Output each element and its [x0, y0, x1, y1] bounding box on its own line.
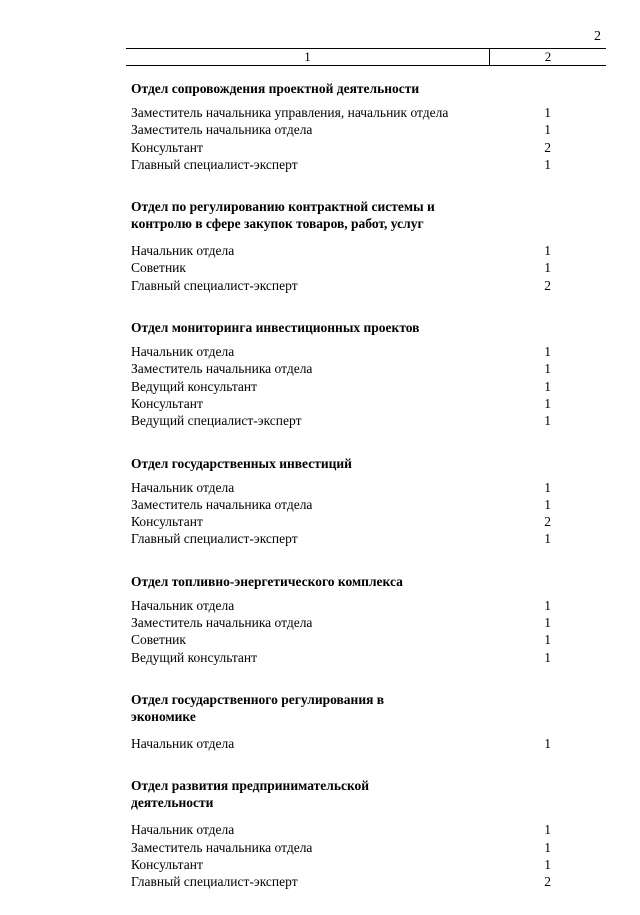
position-name: Заместитель начальника отдела	[131, 361, 313, 377]
position-name: Ведущий консультант	[131, 378, 258, 394]
position-row	[131, 360, 551, 377]
position-count: 1	[544, 839, 551, 855]
department-section	[131, 80, 551, 173]
position-row	[131, 259, 551, 276]
position-row	[131, 873, 551, 890]
department-section	[131, 198, 551, 294]
position-name: Консультант	[131, 514, 203, 530]
position-count: 1	[544, 378, 551, 394]
position-count: 1	[544, 243, 551, 259]
position-count: 1	[544, 822, 551, 838]
position-count: 2	[544, 514, 551, 530]
position-name: Начальник отдела	[131, 822, 235, 838]
position-name: Начальник отдела	[131, 344, 235, 360]
position-row	[131, 513, 551, 530]
position-row	[131, 242, 551, 259]
position-name: Консультант	[131, 139, 203, 155]
position-name: Заместитель начальника отдела	[131, 496, 313, 512]
department-title: Отдел топливно-энергетического комплекса	[131, 573, 403, 589]
position-name: Главный специалист-эксперт	[131, 874, 298, 890]
department-title: Отдел развития предпринимательской деятельности	[131, 778, 370, 811]
position-row	[131, 139, 551, 156]
position-count: 1	[544, 649, 551, 665]
position-name: Начальник отдела	[131, 243, 235, 259]
department-title: Отдел по регулированию контрактной системы и контролю в сфере закупок товаров, работ, услуг	[131, 199, 435, 232]
column-header-2: 2	[544, 49, 552, 64]
position-row	[131, 343, 551, 360]
position-count: 1	[544, 632, 551, 648]
position-name: Заместитель начальника отдела	[131, 615, 313, 631]
position-row	[131, 839, 551, 856]
position-count: 2	[544, 277, 551, 293]
position-row	[131, 614, 551, 631]
position-count: 1	[544, 156, 551, 172]
page-number: 2	[594, 29, 601, 44]
position-row	[131, 412, 551, 429]
position-count: 1	[544, 361, 551, 377]
position-count: 1	[544, 597, 551, 613]
department-title: Отдел государственных инвестиций	[131, 455, 352, 471]
position-row	[131, 735, 551, 752]
column-header-1: 1	[126, 49, 490, 65]
position-count: 2	[544, 139, 551, 155]
position-name: Консультант	[131, 856, 203, 872]
position-name: Главный специалист-эксперт	[131, 156, 298, 172]
position-count: 1	[544, 735, 551, 751]
position-name: Ведущий специалист-эксперт	[131, 413, 302, 429]
position-row	[131, 378, 551, 395]
position-name: Ведущий консультант	[131, 649, 258, 665]
position-count: 1	[544, 479, 551, 495]
position-name: Начальник отдела	[131, 479, 235, 495]
position-name: Заместитель начальника отдела	[131, 122, 313, 138]
position-count: 1	[544, 856, 551, 872]
position-name: Заместитель начальника управления, начальник отдела	[131, 105, 449, 120]
department-section	[131, 319, 551, 429]
column-header-row	[126, 48, 606, 66]
position-row	[131, 597, 551, 614]
department-section	[131, 777, 551, 890]
department-title: Отдел сопровождения проектной деятельности	[131, 81, 420, 96]
position-row	[131, 479, 551, 496]
staff-list	[131, 80, 551, 915]
position-name: Советник	[131, 260, 186, 276]
position-count: 1	[544, 531, 551, 547]
position-count: 1	[544, 413, 551, 429]
department-title: Отдел мониторинга инвестиционных проектов	[131, 320, 420, 336]
position-count: 1	[544, 615, 551, 631]
position-row	[131, 395, 551, 412]
position-name: Главный специалист-эксперт	[131, 277, 298, 293]
position-count: 1	[544, 395, 551, 411]
position-count: 1	[544, 344, 551, 360]
position-count: 1	[544, 260, 551, 276]
position-count: 2	[544, 874, 551, 890]
position-row	[131, 104, 551, 121]
position-row	[131, 156, 551, 173]
department-title: Отдел государственного регулирования в экономике	[131, 691, 385, 724]
position-count: 1	[544, 105, 551, 120]
position-name: Советник	[131, 632, 186, 648]
position-row	[131, 631, 551, 648]
position-name: Главный специалист-эксперт	[131, 531, 298, 547]
position-row	[131, 856, 551, 873]
position-name: Консультант	[131, 395, 203, 411]
position-row	[131, 530, 551, 547]
position-row	[131, 649, 551, 666]
position-name: Заместитель начальника отдела	[131, 839, 313, 855]
position-row	[131, 277, 551, 294]
department-section	[131, 573, 551, 666]
position-name: Начальник отдела	[131, 597, 235, 613]
position-row	[131, 121, 551, 138]
position-row	[131, 496, 551, 513]
position-count: 1	[544, 122, 551, 138]
department-section	[131, 691, 551, 752]
position-count: 1	[544, 496, 551, 512]
position-name: Начальник отдела	[131, 735, 235, 751]
department-section	[131, 455, 551, 548]
position-row	[131, 821, 551, 838]
